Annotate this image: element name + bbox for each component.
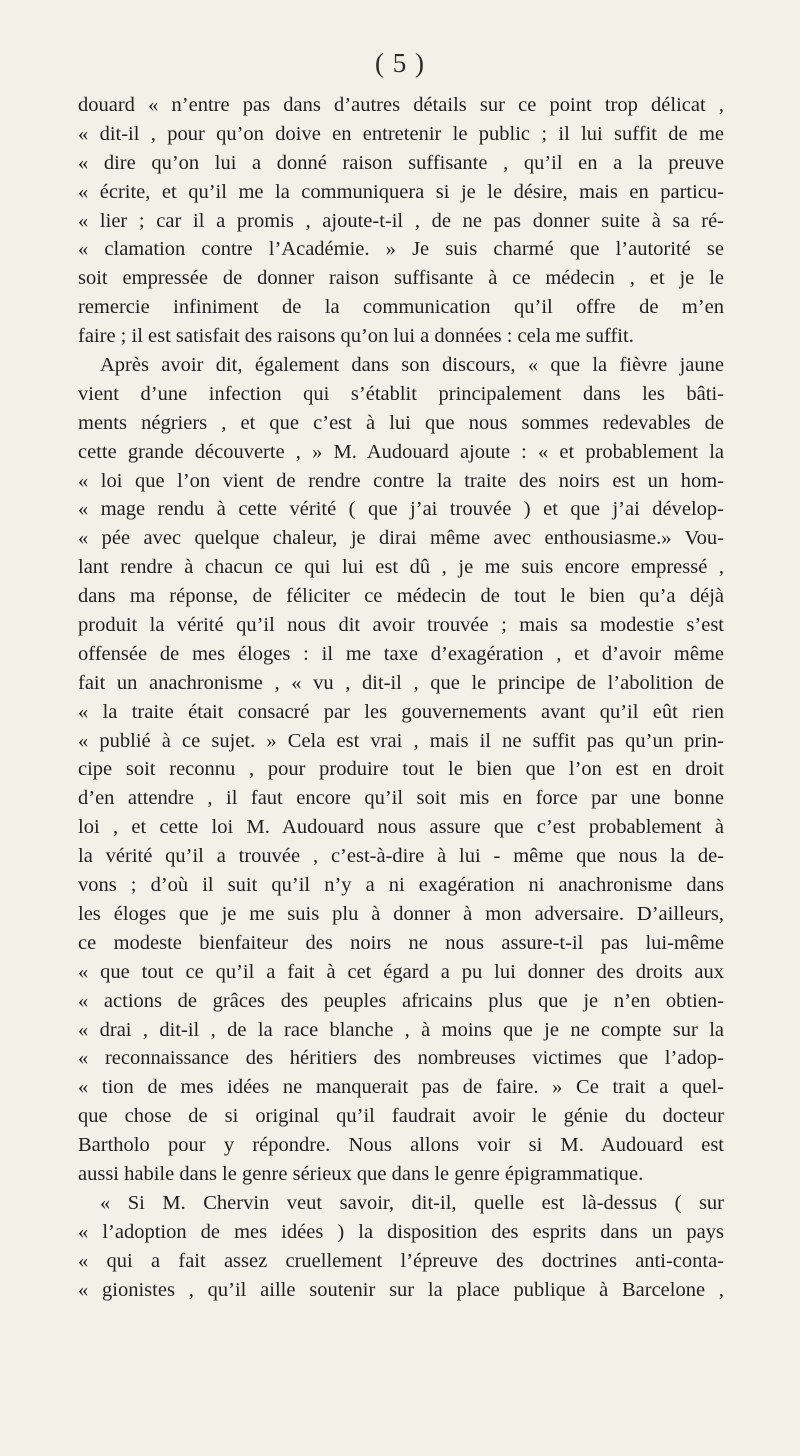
text-line: « drai , dit-il , de la race blanche , à moins que je ne compte sur la bbox=[78, 1018, 724, 1041]
text-line: « dire qu’on lui a donné raison suffisante , qu’il en a la preuve bbox=[78, 151, 724, 174]
text-line: « Si M. Chervin veut savoir, dit-il, quelle est là-dessus ( sur bbox=[100, 1191, 724, 1214]
text-line: douard « n’entre pas dans d’autres détails sur ce point trop délicat , bbox=[78, 94, 724, 116]
text-line: cipe soit reconnu , pour produire tout le bien que l’on est en droit bbox=[78, 758, 724, 781]
text-line: « gionistes , qu’il aille soutenir sur la place publique à Barcelone , bbox=[78, 1278, 724, 1301]
text-line: « l’adoption de mes idées ) la disposition des esprits dans un pays bbox=[78, 1220, 724, 1243]
text-line: « publié à ce sujet. » Cela est vrai , mais il ne suffit pas qu’un prin- bbox=[78, 729, 724, 752]
page-number: ( 5 ) bbox=[375, 48, 425, 78]
text-line: d’en attendre , il faut encore qu’il soit mis en force par une bonne bbox=[78, 787, 724, 810]
text-line: « pée avec quelque chaleur, je dirai même avec enthousiasme.» Vou- bbox=[78, 527, 724, 550]
text-line: « dit-il , pour qu’on doive en entretenir le public ; il lui suffit de me bbox=[78, 122, 724, 145]
text-line: les éloges que je me suis plu à donner à mon adversaire. D’ailleurs, bbox=[78, 902, 724, 925]
text-line: « que tout ce qu’il a fait à cet égard a pu lui donner des droits aux bbox=[78, 960, 724, 983]
text-line: lant rendre à chacun ce qui lui est dû , je me suis encore empressé , bbox=[78, 556, 724, 579]
text-line: produit la vérité qu’il nous dit avoir trouvée ; mais sa modestie s’est bbox=[78, 614, 724, 637]
text-line: « reconnaissance des héritiers des nombreuses victimes que l’adop- bbox=[78, 1047, 724, 1070]
text-line: dans ma réponse, de féliciter ce médecin de tout le bien qu’a déjà bbox=[78, 585, 724, 608]
text-line: offensée de mes éloges : il me taxe d’exagération , et d’avoir même bbox=[78, 642, 724, 665]
text-line: « écrite, et qu’il me la communiquera si je le désire, mais en particu- bbox=[78, 180, 724, 203]
text-line: « clamation contre l’Académie. » Je suis charmé que l’autorité se bbox=[78, 238, 724, 261]
text-line: « lier ; car il a promis , ajoute-t-il , de ne pas donner suite à sa ré- bbox=[78, 209, 724, 232]
body-text bbox=[78, 91, 724, 1304]
text-line: vons ; d’où il suit qu’il n’y a ni exagération ni anachronisme dans bbox=[78, 874, 724, 897]
text-line: « tion de mes idées ne manquerait pas de faire. » Ce trait a quel- bbox=[78, 1076, 724, 1099]
text-line: loi , et cette loi M. Audouard nous assure que c’est probablement à bbox=[78, 816, 724, 839]
text-line: ce modeste bienfaiteur des noirs ne nous assure-t-il pas lui-même bbox=[78, 931, 724, 954]
text-line: que chose de si original qu’il faudrait avoir le génie du docteur bbox=[78, 1105, 724, 1128]
text-line: Bartholo pour y répondre. Nous allons voir si M. Audouard est bbox=[78, 1134, 724, 1157]
text-line: « actions de grâces des peuples africains plus que je n’en obtien- bbox=[78, 989, 724, 1012]
text-line: « loi que l’on vient de rendre contre la traite des noirs est un hom- bbox=[78, 469, 724, 492]
text-line: « la traite était consacré par les gouvernements avant qu’il eût rien bbox=[78, 700, 724, 723]
text-line: vient d’une infection qui s’établit principalement dans les bâti- bbox=[78, 382, 724, 405]
text-line: « mage rendu à cette vérité ( que j’ai trouvée ) et que j’ai dévelop- bbox=[78, 498, 724, 521]
text-line: ments négriers , et que c’est à lui que nous sommes redevables de bbox=[78, 411, 724, 434]
text-line: remercie infiniment de la communication qu’il offre de m’en bbox=[78, 296, 724, 319]
text-line: fait un anachronisme , « vu , dit-il , que le principe de l’abolition de bbox=[78, 671, 724, 694]
text-line: Après avoir dit, également dans son discours, « que la fièvre jaune bbox=[100, 354, 724, 377]
text-line: « qui a fait assez cruellement l’épreuve des doctrines anti-conta- bbox=[78, 1249, 724, 1272]
text-line: aussi habile dans le genre sérieux que dans le genre épigrammatique. bbox=[78, 1162, 644, 1185]
text-line: soit empressée de donner raison suffisante à ce médecin , et je le bbox=[78, 267, 724, 290]
text-line: faire ; il est satisfait des raisons qu’on lui a données : cela me suffit. bbox=[78, 325, 634, 348]
text-line: cette grande découverte , » M. Audouard ajoute : « et probablement la bbox=[78, 440, 724, 463]
text-line: la vérité qu’il a trouvée , c’est-à-dire à lui - même que nous la de- bbox=[78, 845, 724, 868]
